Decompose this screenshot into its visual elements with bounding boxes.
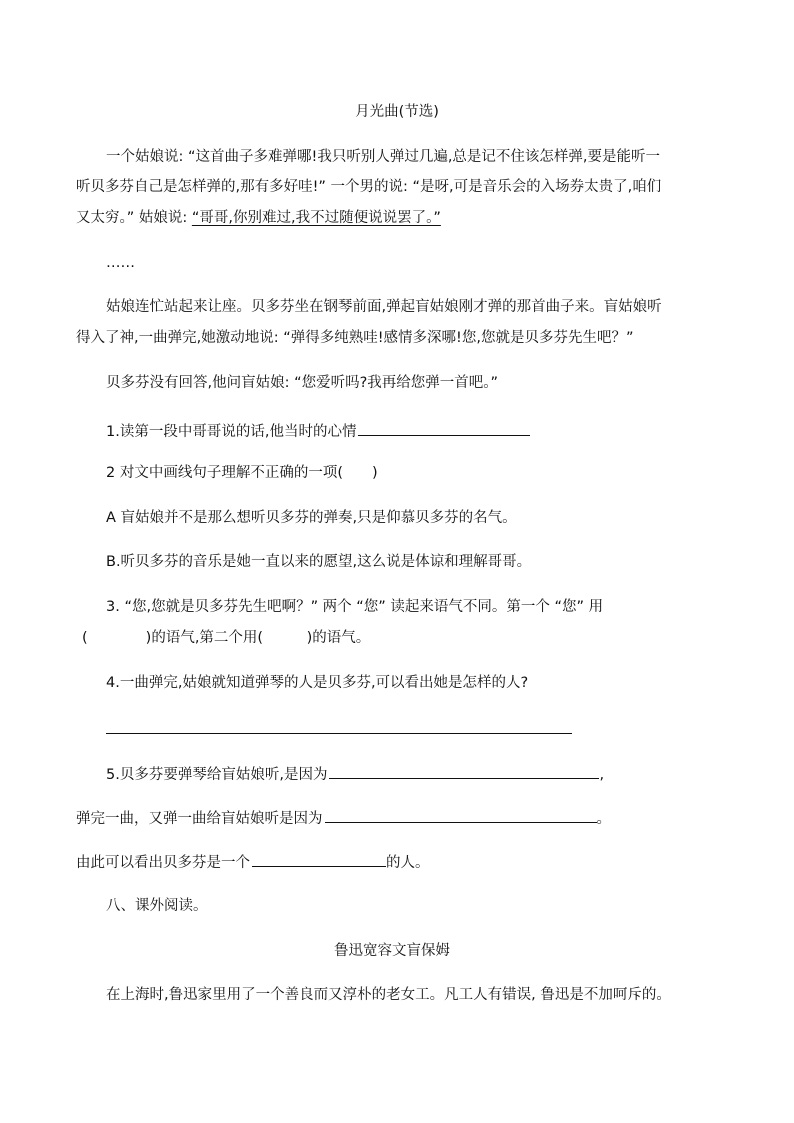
paragraph-3: 贝多芬没有回答,他问盲姑娘: “您爱听吗?我再给您弹一首吧。” <box>106 375 499 391</box>
paragraph-1-line-3-lead: 又太穷。” 姑娘说: <box>76 210 192 226</box>
ellipsis: …… <box>106 255 135 271</box>
paragraph-1-line-3 <box>76 208 441 228</box>
section-8-heading: 八、课外阅读。 <box>106 898 208 914</box>
question-1-text: 1.读第一段中哥哥说的话,他当时的心情 <box>106 424 357 440</box>
question-5-line-3 <box>76 851 430 873</box>
answer-blank-q1[interactable] <box>358 420 530 436</box>
answer-blank-q5-3[interactable] <box>252 851 386 867</box>
question-5-line-2 <box>76 807 611 829</box>
question-5-line-1-end: , <box>599 767 605 783</box>
paragraph-2-line-1: 姑娘连忙站起来让座。贝多芬坐在钢琴前面,弹起盲姑娘刚才弹的那首曲子来。盲姑娘听 <box>106 299 662 315</box>
question-5-line-1 <box>106 763 604 785</box>
question-5-line-3-text: 由此可以看出贝多芬是一个 <box>76 855 250 871</box>
question-5-line-2-end: 。 <box>596 811 611 827</box>
question-2-option-b: B.听贝多芬的音乐是她一直以来的愿望,这么说是体谅和理解哥哥。 <box>106 554 532 570</box>
question-1 <box>106 420 530 442</box>
question-3-line-2: ( )的语气,第二个用( )的语气。 <box>82 630 371 646</box>
question-2-option-a: A 盲姑娘并不是那么想听贝多芬的弹奏,只是仰慕贝多芬的名气。 <box>106 510 517 526</box>
section-8-paragraph-1: 在上海时,鲁迅家里用了一个善良而又淳朴的老女工。凡工人有错误, 鲁迅是不加呵斥的。 <box>106 987 671 1003</box>
underlined-sentence: “哥哥,你别难过,我不过随便说说罢了。” <box>191 210 441 226</box>
answer-blank-q5-2[interactable] <box>325 807 597 823</box>
paragraph-1-line-1: 一个姑娘说: “这首曲子多难弹哪!我只听别人弹过几遍,总是记不住该怎样弹,要是能听一 <box>106 149 661 165</box>
passage-title: 月光曲(节选) <box>355 104 439 120</box>
answer-line-q4[interactable] <box>106 733 572 734</box>
question-4: 4.一曲弹完,姑娘就知道弹琴的人是贝多芬,可以看出她是怎样的人? <box>106 675 529 691</box>
question-3-line-1: 3. “您,您就是贝多芬先生吧啊？” 两个 “您” 读起来语气不同。第一个 “您” 用 <box>106 599 604 615</box>
question-5-line-3-end: 的人。 <box>386 855 430 871</box>
answer-blank-q5-1[interactable] <box>329 763 599 779</box>
question-2: 2 对文中画线句子理解不正确的一项( ) <box>106 465 378 481</box>
section-8-title: 鲁迅宽容文盲保姆 <box>334 943 450 959</box>
question-5-line-1-text: 5.贝多芬要弹琴给盲姑娘听,是因为 <box>106 767 328 783</box>
paragraph-2-line-2: 得入了神,一曲弹完,她激动地说: “弹得多纯熟哇!感情多深哪!您,您就是贝多芬先生吧？” <box>76 330 634 346</box>
paragraph-1-line-2: 听贝多芬自己是怎样弹的,那有多好哇!” 一个男的说: “是呀,可是音乐会的入场券太贵了,咱们 <box>76 179 662 195</box>
question-5-line-2-text: 弹完一曲，又弹一曲给盲姑娘听是因为 <box>76 811 323 827</box>
